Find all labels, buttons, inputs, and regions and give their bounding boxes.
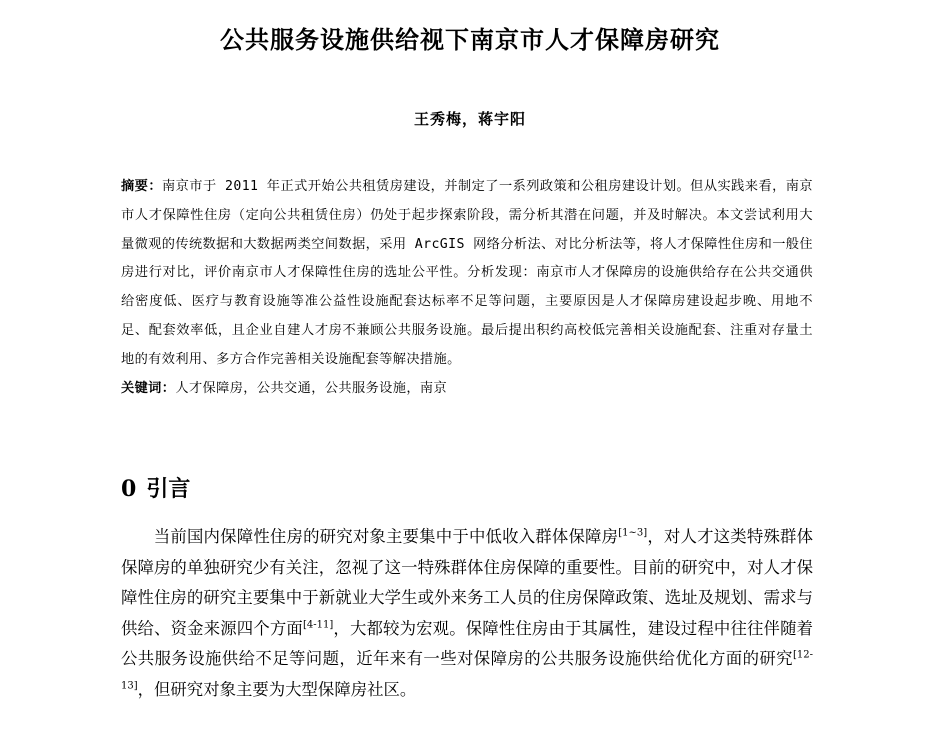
intro-text-1: 当前国内保障性住房的研究对象主要集中于中低收入群体保障房: [153, 527, 619, 546]
intro-text-4: ，但研究对象主要为大型保障房社区。: [137, 679, 417, 699]
section-number: 0: [121, 476, 137, 502]
citation-ref: [12-13]: [121, 649, 813, 692]
keywords-block: [121, 375, 813, 403]
citation-ref: [1~3]: [618, 527, 648, 539]
section-heading: [121, 472, 190, 503]
paper-authors: 王秀梅，蒋宇阳: [413, 110, 526, 128]
citation-ref: [4-11]: [302, 619, 334, 631]
keywords-label: 关键词：: [121, 381, 176, 396]
section-title: 引言: [146, 476, 191, 502]
paper-title: 公共服务设施供给视下南京市人才保障房研究: [220, 26, 720, 54]
intro-text-3: ，大都较为宏观。保障性住房由于其属性，建设过程中往往伴随着公共服务设施供给不足等问题，近年来有一些对保障房的公共服务设施供给优化方面的研究: [121, 618, 814, 668]
abstract-block: [121, 173, 813, 375]
keywords-text: 人才保障房，公共交通，公共服务设施，南京: [175, 381, 448, 396]
intro-paragraph: [121, 522, 813, 705]
abstract-label: 摘要：: [121, 179, 162, 194]
abstract-text: 南京市于 2011 年正式开始公共租赁房建设，并制定了一系列政策和公租房建设计划。但从实践来看，南京市人才保障性住房（定向公共租赁住房）仍处于起步探索阶段，需分析其潜在问题，并及时解决。本文尝试利用大量微观的传统数据和大数据两类空间数据，采用 ArcGIS 网络分析法、对比分析法等，将人才保障性住房和一般住房进行对比，评价南京市人才保障性住房的选址公平性。分析发现：南京市人才保障房的设施供给存在公共交通供给密度低、医疗与教育设施等准公益性设施配套达标率不足等问题，主要原因是人才保障房建设起步晚、用地不足、配套效率低，且企业自建人才房不兼顾公共服务设施。最后提出积约高校低完善相关设施配套、注重对存量土地的有效利用、多方合作完善相关设施配套等解决措施。: [121, 179, 814, 367]
intro-text-2: ，对人才这类特殊群体保障房的单独研究少有关注，忽视了这一特殊群体住房保障的重要性。目前的研究中，对人才保障性住房的研究主要集中于新就业大学生或外来务工人员的住房保障政策、选址及规划、需求与供给、资金来源四个方面: [121, 527, 814, 638]
